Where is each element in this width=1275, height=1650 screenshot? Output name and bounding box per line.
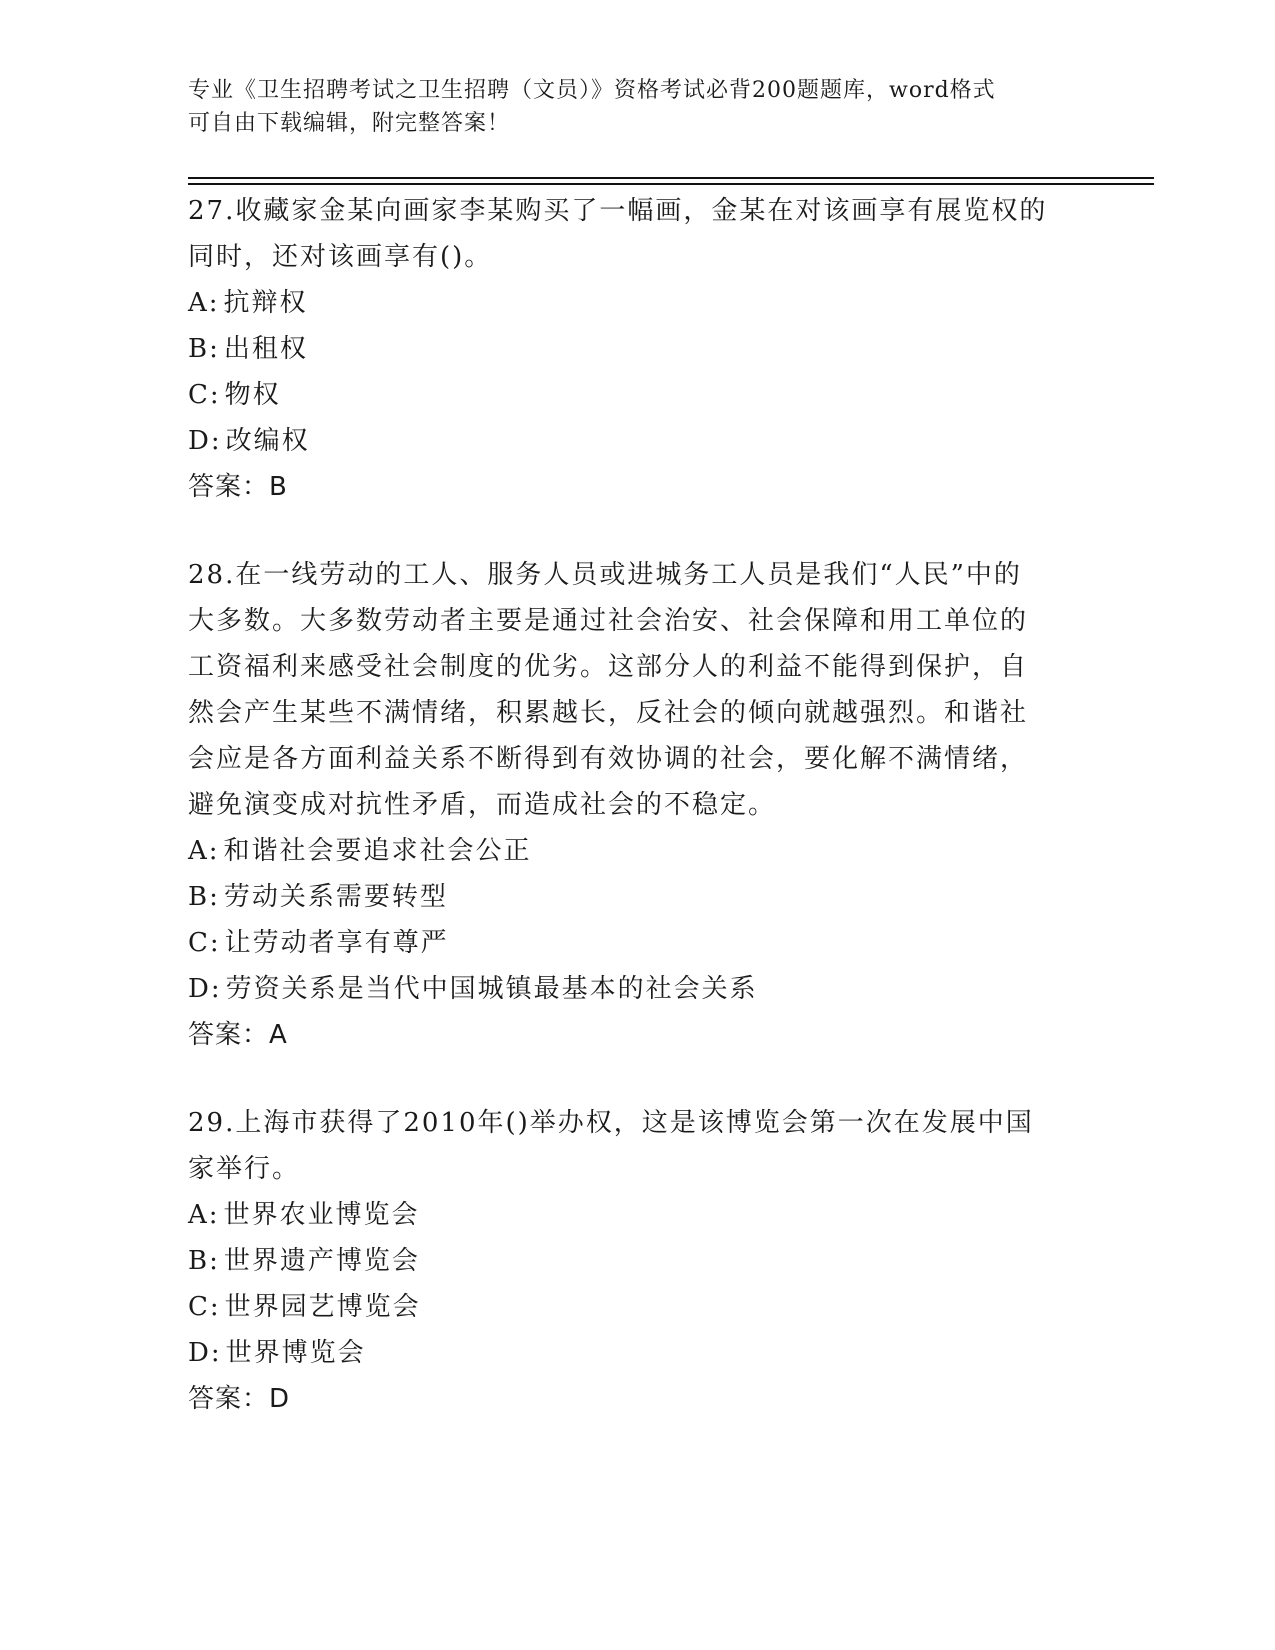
option-a (188, 1192, 1068, 1238)
option-list (188, 828, 1068, 1012)
option-text: 世界园艺博览会 (224, 1292, 421, 1322)
option-b (188, 326, 1068, 372)
option-text: 世界农业博览会 (223, 1200, 420, 1230)
header-line-1: 专业《卫生招聘考试之卫生招聘（文员）》资格考试必背200题题库，word格式 (188, 78, 996, 103)
question-stem-line: 28.在一线劳动的工人、服务人员或进城务工人员是我们“人民”中的 (188, 560, 1022, 590)
question-stem-line: 然会产生某些不满情绪，积累越长，反社会的倾向就越强烈。和谐社 (188, 698, 1029, 728)
header-divider-bottom (188, 183, 1154, 185)
option-d (188, 1330, 1068, 1376)
option-text: 世界遗产博览会 (223, 1246, 420, 1276)
option-letter: D: (188, 426, 222, 456)
option-letter: B: (188, 882, 220, 912)
question-27 (188, 188, 1068, 510)
option-letter: A: (188, 836, 220, 866)
option-letter: D: (188, 1338, 222, 1368)
option-text: 和谐社会要追求社会公正 (223, 836, 532, 866)
question-stem-line: 避免演变成对抗性矛盾，而造成社会的不稳定。 (188, 790, 777, 820)
option-c (188, 1284, 1068, 1330)
option-c (188, 372, 1068, 418)
option-a (188, 828, 1068, 874)
option-letter: B: (188, 334, 220, 364)
question-stem-line: 大多数。大多数劳动者主要是通过社会治安、社会保障和用工单位的 (188, 606, 1029, 636)
question-stem-line: 27.收藏家金某向画家李某购买了一幅画，金某在对该画享有展览权的 (188, 196, 1048, 226)
question-stem-line: 会应是各方面利益关系不断得到有效协调的社会，要化解不满情绪， (188, 744, 1029, 774)
question-stem (188, 552, 1068, 828)
option-letter: C: (188, 1292, 221, 1322)
option-letter: C: (188, 928, 221, 958)
question-stem (188, 1100, 1068, 1192)
option-text: 物权 (224, 380, 281, 410)
option-letter: A: (188, 288, 220, 318)
question-stem-line: 工资福利来感受社会制度的优劣。这部分人的利益不能得到保护，自 (188, 652, 1029, 682)
question-stem-line: 家举行。 (188, 1154, 301, 1184)
option-text: 让劳动者享有尊严 (224, 928, 449, 958)
option-text: 出租权 (223, 334, 308, 364)
question-stem (188, 188, 1068, 280)
answer-line: 答案：A (188, 1020, 288, 1050)
option-list (188, 280, 1068, 464)
option-list (188, 1192, 1068, 1376)
option-b (188, 1238, 1068, 1284)
header-line-2: 可自由下载编辑，附完整答案！ (188, 111, 511, 136)
option-text: 改编权 (225, 426, 310, 456)
option-letter: D: (188, 974, 222, 1004)
option-text: 抗辩权 (223, 288, 308, 318)
option-text: 世界博览会 (225, 1338, 366, 1368)
option-c (188, 920, 1068, 966)
question-stem-line: 29.上海市获得了2010年()举办权，这是该博览会第一次在发展中国 (188, 1108, 1034, 1138)
option-letter: B: (188, 1246, 220, 1276)
option-text: 劳动关系需要转型 (223, 882, 448, 912)
option-a (188, 280, 1068, 326)
header-divider-top (188, 177, 1154, 179)
document-header (188, 74, 1068, 140)
answer-line: 答案：B (188, 472, 288, 502)
question-stem-line: 同时，还对该画享有()。 (188, 242, 493, 272)
option-letter: A: (188, 1200, 220, 1230)
option-d (188, 966, 1068, 1012)
option-b (188, 874, 1068, 920)
question-28 (188, 552, 1068, 1058)
answer-line: 答案：D (188, 1384, 291, 1414)
question-29 (188, 1100, 1068, 1422)
option-letter: C: (188, 380, 221, 410)
option-d (188, 418, 1068, 464)
option-text: 劳资关系是当代中国城镇最基本的社会关系 (225, 974, 758, 1004)
